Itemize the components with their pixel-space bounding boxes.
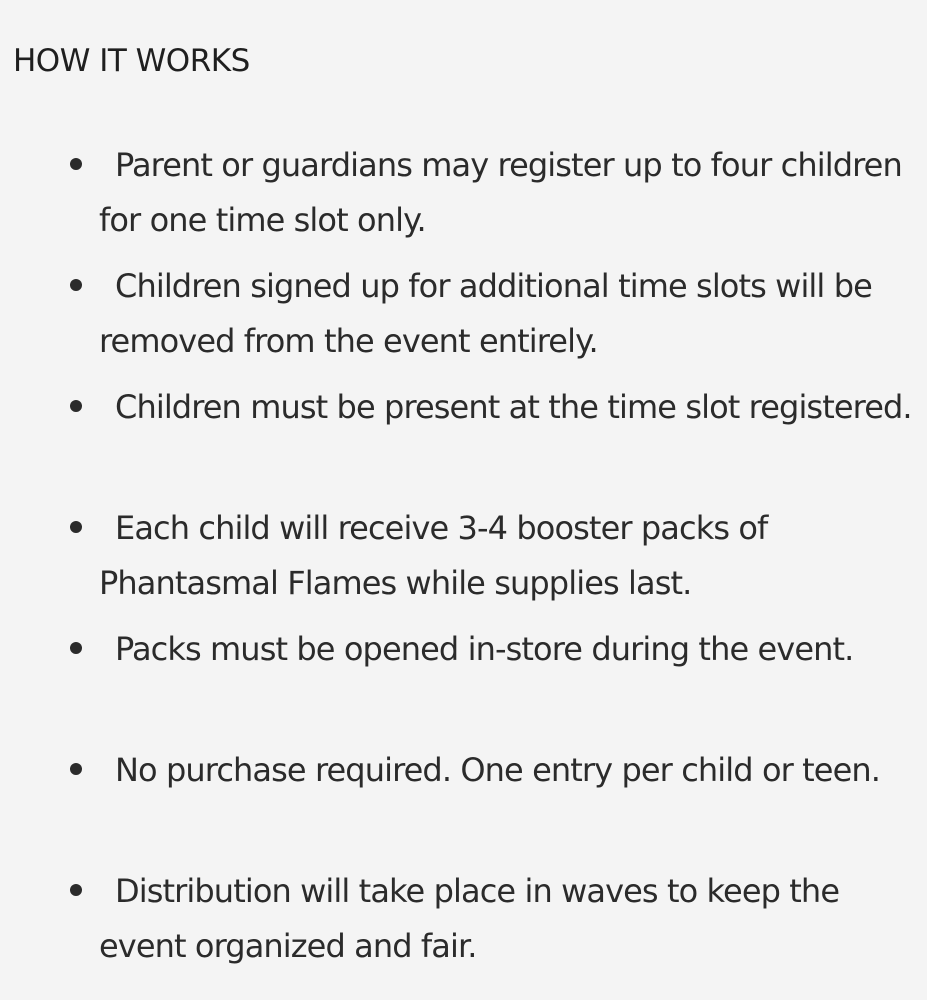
bullet-icon <box>70 763 82 775</box>
rule-item <box>0 380 927 501</box>
bullet-icon <box>70 158 82 170</box>
rule-item <box>0 501 927 622</box>
rule-item <box>0 259 927 380</box>
bullet-icon <box>70 521 82 533</box>
section-title: HOW IT WORKS <box>13 43 250 79</box>
rule-text: Each child will receive 3-4 booster packs of Phantasmal Flames while supplies last. <box>99 509 768 602</box>
rule-text: Parent or guardians may register up to four children for one time slot only. <box>99 146 902 239</box>
rule-item <box>0 743 927 864</box>
rule-text: No purchase required. One entry per child or teen. <box>115 751 881 789</box>
rules-list <box>0 138 927 985</box>
rule-text: Distribution will take place in waves to keep the event organized and fair. <box>99 872 840 965</box>
rule-text: Packs must be opened in-store during the event. <box>115 630 854 668</box>
rule-item <box>0 864 927 985</box>
rule-item <box>0 138 927 259</box>
rule-text: Children signed up for additional time slots will be removed from the event entirely. <box>99 267 872 360</box>
bullet-icon <box>70 642 82 654</box>
rule-item <box>0 622 927 743</box>
bullet-icon <box>70 279 82 291</box>
bullet-icon <box>70 884 82 896</box>
bullet-icon <box>70 400 82 412</box>
rule-text: Children must be present at the time slot registered. <box>115 388 912 426</box>
